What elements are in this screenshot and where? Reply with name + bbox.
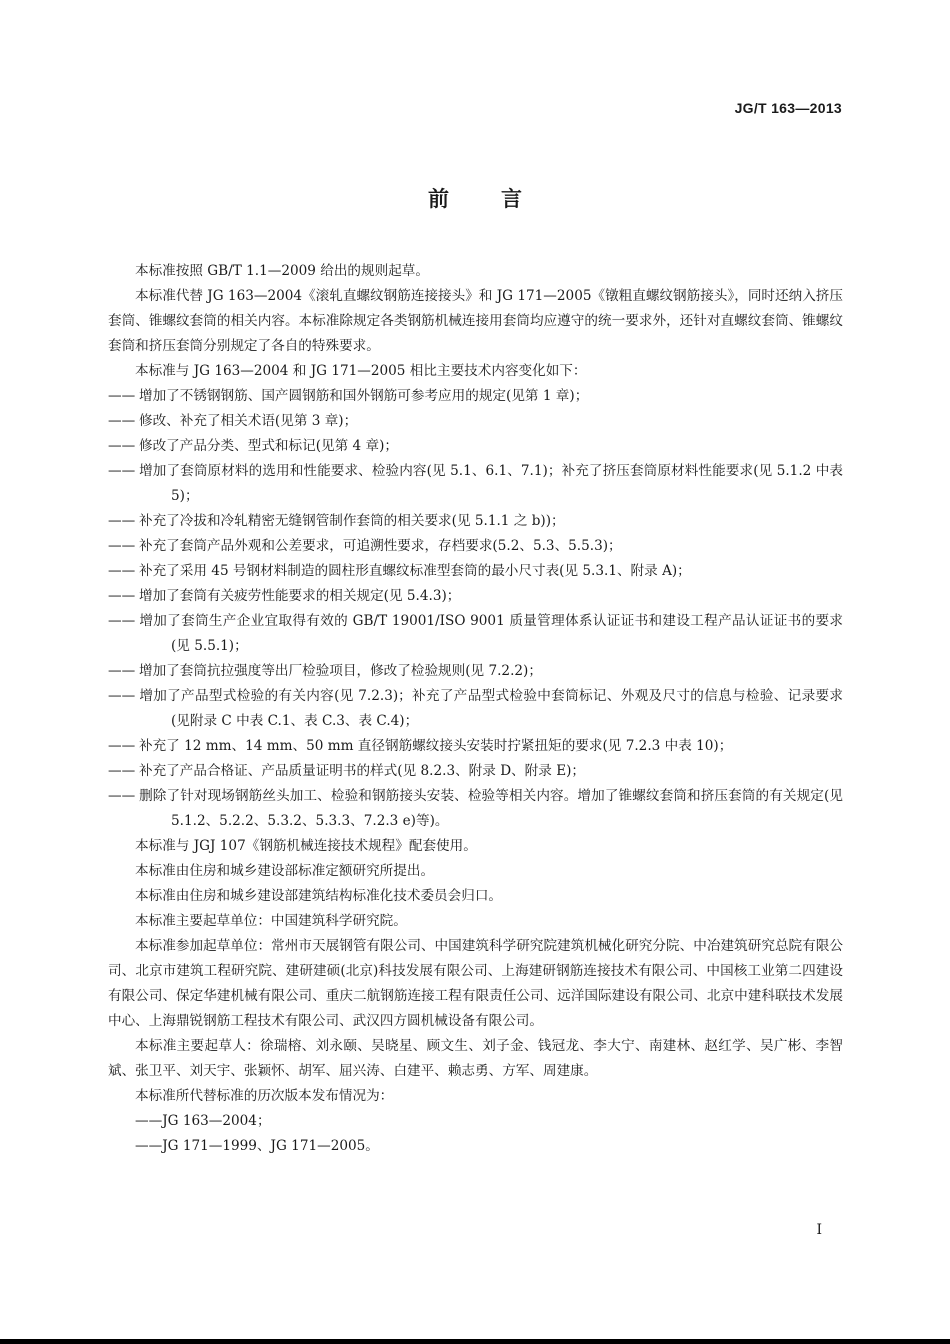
- standard-code: JG/T 163—2013: [734, 100, 842, 116]
- change-text: 补充了 12 mm、14 mm、50 mm 直径钢筋螺纹接头安装时拧紧扭矩的要求(见 7.2.3 中表 10)；: [139, 738, 733, 754]
- history-text: JG 163—2004；: [162, 1113, 271, 1129]
- change-item: [108, 759, 843, 784]
- change-text: 增加了套筒原材料的选用和性能要求、检验内容(见 5.1、6.1、7.1)；补充了挤压套筒原材料性能要求(见 5.1.2 中表 5)；: [139, 463, 843, 504]
- dash-mark: ——: [108, 613, 136, 629]
- change-item: [108, 784, 843, 834]
- change-text: 增加了套筒抗拉强度等出厂检验项目，修改了检验规则(见 7.2.2)；: [139, 663, 542, 679]
- change-text: 补充了套筒产品外观和公差要求，可追溯性要求，存档要求(5.2、5.3、5.5.3)；: [139, 538, 622, 554]
- change-item: [108, 659, 843, 684]
- paragraph: 本标准主要起草人：徐瑞榕、刘永颐、吴晓星、顾文生、刘子金、钱冠龙、李大宁、南建林、赵红学、吴广彬、李智斌、张卫平、刘天宇、张颖怀、胡军、屈兴涛、白建平、赖志勇、方军、周建康。: [108, 1038, 843, 1079]
- dash-mark: ——: [108, 563, 136, 579]
- change-item: [108, 459, 843, 509]
- history-text: JG 171—1999、JG 171—2005。: [162, 1138, 379, 1154]
- page-number: I: [816, 1222, 822, 1238]
- dash-mark: ——: [108, 388, 136, 404]
- change-text: 修改、补充了相关术语(见第 3 章)；: [139, 413, 358, 429]
- dash-mark: ——: [135, 1138, 163, 1154]
- change-item: [108, 734, 843, 759]
- change-item: [108, 584, 843, 609]
- dash-mark: ——: [108, 788, 136, 804]
- change-item: [108, 434, 843, 459]
- change-text: 修改了产品分类、型式和标记(见第 4 章)；: [139, 438, 398, 454]
- paragraph: 本标准与 JGJ 107《钢筋机械连接技术规程》配套使用。: [135, 838, 477, 854]
- paragraph: 本标准由住房和城乡建设部标准定额研究所提出。: [135, 863, 435, 879]
- dash-mark: ——: [108, 513, 136, 529]
- paragraph: 本标准按照 GB/T 1.1—2009 给出的规则起草。: [135, 263, 429, 279]
- dash-mark: ——: [108, 538, 136, 554]
- dash-mark: ——: [135, 1113, 163, 1129]
- history-item: [108, 1134, 843, 1159]
- change-text: 增加了产品型式检验的有关内容(见 7.2.3)；补充了产品型式检验中套筒标记、外观及尺寸的信息与检验、记录要求(见附录 C 中表 C.1、表 C.3、表 C.4)；: [139, 688, 843, 729]
- dash-mark: ——: [108, 688, 136, 704]
- history-item: [108, 1109, 843, 1134]
- paragraph: 本标准代替 JG 163—2004《滚轧直螺纹钢筋连接接头》和 JG 171—2005《镦粗直螺纹钢筋接头》，同时还纳入挤压套筒、锥螺纹套筒的相关内容。本标准除规定各类钢筋机械连接用套筒均应遵守的统一要求外，还针对直螺纹套筒、锥螺纹套筒和挤压套筒分别规定了各自的特殊要求。: [108, 288, 843, 354]
- dash-mark: ——: [108, 738, 136, 754]
- paragraph: 本标准所代替标准的历次版本发布情况为：: [135, 1088, 394, 1104]
- dash-mark: ——: [108, 663, 136, 679]
- foreword-body: [108, 259, 843, 1159]
- paragraph: 本标准与 JG 163—2004 和 JG 171—2005 相比主要技术内容变化如下：: [135, 363, 587, 379]
- paragraph: 本标准参加起草单位：常州市天展钢管有限公司、中国建筑科学研究院建筑机械化研究分院、中冶建筑研究总院有限公司、北京市建筑工程研究院、建研建硕(北京)科技发展有限公司、上海建研钢筋连接技术有限公司、中国核工业第二四建设有限公司、保定华建机械有限公司、重庆二航钢筋连接工程有限责任公司、远洋国际建设有限公司、北京中建科联技术发展中心、上海鼎锐钢筋工程技术有限公司、武汉四方圆机械设备有限公司。: [108, 938, 843, 1029]
- dash-mark: ——: [108, 438, 136, 454]
- page-title: 前言: [428, 186, 574, 211]
- change-item: [108, 609, 843, 659]
- change-text: 补充了冷拔和冷轧精密无缝钢管制作套筒的相关要求(见 5.1.1 之 b))；: [139, 513, 565, 529]
- dash-mark: ——: [108, 763, 136, 779]
- change-item: [108, 409, 843, 434]
- change-item: [108, 684, 843, 734]
- change-text: 删除了针对现场钢筋丝头加工、检验和钢筋接头安装、检验等相关内容。增加了锥螺纹套筒和挤压套筒的有关规定(见 5.1.2、5.2.2、5.3.2、5.3.3、7.2.3 e)等)。: [139, 788, 843, 829]
- change-item: [108, 534, 843, 559]
- bottom-rule: [0, 1339, 950, 1344]
- change-item: [108, 559, 843, 584]
- dash-mark: ——: [108, 588, 136, 604]
- paragraph: 本标准由住房和城乡建设部建筑结构标准化技术委员会归口。: [135, 888, 503, 904]
- paragraph: 本标准主要起草单位：中国建筑科学研究院。: [135, 913, 407, 929]
- change-text: 补充了产品合格证、产品质量证明书的样式(见 8.2.3、附录 D、附录 E)；: [139, 763, 586, 779]
- change-text: 增加了套筒生产企业宜取得有效的 GB/T 19001/ISO 9001 质量管理体系认证证书和建设工程产品认证证书的要求(见 5.5.1)；: [139, 613, 843, 654]
- change-text: 增加了套筒有关疲劳性能要求的相关规定(见 5.4.3)；: [139, 588, 461, 604]
- change-item: [108, 384, 843, 409]
- change-item: [108, 509, 843, 534]
- dash-mark: ——: [108, 413, 136, 429]
- change-text: 增加了不锈钢钢筋、国产圆钢筋和国外钢筋可参考应用的规定(见第 1 章)；: [139, 388, 589, 404]
- change-text: 补充了采用 45 号钢材料制造的圆柱形直螺纹标准型套筒的最小尺寸表(见 5.3.1、附录 A)；: [139, 563, 691, 579]
- dash-mark: ——: [108, 463, 136, 479]
